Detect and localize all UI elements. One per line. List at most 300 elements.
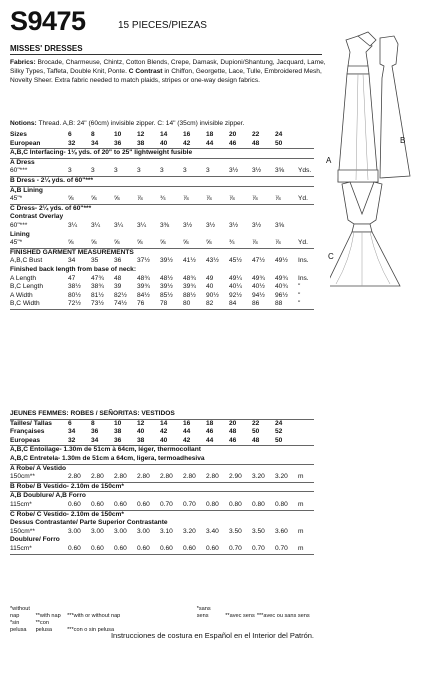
- table-cell: 80: [183, 300, 206, 309]
- table-row-label: C Robe/ C Vestido- 2.10m de 150cm*: [10, 510, 124, 518]
- table-unit: [298, 131, 314, 140]
- table-row: [10, 283, 314, 292]
- table-cell: ⅝: [183, 239, 206, 248]
- table-cell: 82: [206, 300, 229, 309]
- table-cell: 3: [206, 167, 229, 176]
- table-cell: 35: [91, 257, 99, 265]
- footnote: **with nap: [35, 613, 61, 619]
- table-cell: 39¾: [137, 283, 150, 291]
- table-row: [10, 545, 314, 554]
- table-cell: 3½: [183, 221, 193, 229]
- table-row-label: Tailles/ Tallas: [10, 419, 52, 427]
- table-row: [10, 231, 314, 240]
- spanish-yardage-table: [10, 410, 314, 555]
- table-cell: 46: [206, 428, 214, 436]
- table-cell: 46: [229, 437, 252, 446]
- table-cell: 0.70: [229, 545, 252, 554]
- table-row-label: FINISHED GARMENT MEASUREMENTS: [10, 248, 134, 256]
- table-cell: 37½: [137, 257, 150, 265]
- table-cell: ⅝: [68, 239, 91, 248]
- table-cell: 0.60: [137, 501, 160, 510]
- table-cell: 3½: [252, 167, 275, 176]
- table-cell: 0.80: [252, 501, 275, 510]
- table-cell: 48: [252, 140, 275, 149]
- table-unit: Ins.: [298, 274, 309, 282]
- table-cell: ⅝: [68, 195, 91, 204]
- table-cell: 3½: [229, 221, 239, 229]
- table-cell: 3.20: [275, 473, 298, 482]
- table-cell: 88½: [183, 291, 196, 299]
- table-cell: 3.50: [252, 527, 265, 535]
- table-cell: 38¾: [91, 283, 104, 291]
- table-cell: 48: [252, 437, 275, 446]
- table-cell: 2.80: [137, 473, 160, 482]
- table-cell: 81½: [91, 291, 104, 299]
- table-row-label: B Dress - 2¼ yds. of 60"***: [10, 176, 314, 186]
- table-row-label: Doublure/ Forro: [10, 536, 60, 544]
- footnote: ***avec ou sans sens: [256, 613, 310, 619]
- table-cell: 0.60: [114, 545, 137, 554]
- table-row: [10, 419, 314, 428]
- table-row: [10, 149, 314, 159]
- table-cell: 3.00: [68, 527, 81, 535]
- table-cell: 72½: [68, 300, 91, 309]
- table-cell: 52: [275, 428, 283, 436]
- table-cell: ⅝: [114, 195, 137, 204]
- table-row-label: A,B Doublure/ A,B Forro: [10, 492, 86, 500]
- table-row: [10, 300, 314, 309]
- table-cell: 3.00: [91, 527, 104, 535]
- table-cell: 38½: [68, 283, 81, 291]
- notions-label: Notions:: [10, 120, 37, 127]
- table-row: [10, 167, 314, 176]
- table-cell: 3.50: [229, 527, 242, 535]
- table-cell: ⅞: [252, 239, 275, 248]
- table-row-label: B Robe/ B Vestido- 2.10m de 150cm*: [10, 482, 314, 492]
- table-row: [10, 222, 314, 231]
- table-row: [10, 446, 314, 455]
- table-row: [10, 455, 314, 464]
- table-cell: 3⅝: [275, 221, 285, 229]
- table-cell: 3: [68, 167, 91, 176]
- table-unit: [298, 428, 314, 437]
- table-cell: 82½: [114, 291, 127, 299]
- notions-paragraph: [10, 119, 332, 128]
- table-cell: 0.80: [229, 501, 252, 510]
- table-unit: m: [298, 545, 314, 554]
- table-cell: 85½: [160, 291, 173, 299]
- table-cell: 48¾: [183, 274, 196, 282]
- table-cell: 78: [160, 300, 183, 309]
- dress-c-illustration: [330, 180, 420, 290]
- table-row: [10, 428, 314, 437]
- table-cell: 36: [91, 428, 99, 436]
- table-cell: 3.60: [275, 527, 288, 535]
- fabrics-text: Brocade, Charmeuse, Chintz, Cotton Blends, Crepe, Damask, Dupioni/Shantung, Jacquard, Lame, Silky Types, Taffeta, Double Knit, Ponte.: [10, 59, 326, 76]
- table-cell: 39: [114, 283, 122, 291]
- table-cell: 0.80: [275, 501, 298, 510]
- table-cell: 50: [252, 428, 260, 436]
- table-cell: 12: [137, 419, 145, 427]
- table-row: [10, 158, 314, 167]
- table-cell: 40: [137, 428, 145, 436]
- table-cell: 24: [275, 419, 283, 427]
- table-cell: ⅞: [275, 239, 298, 248]
- table-row: [10, 437, 314, 446]
- table-cell: 42: [160, 428, 168, 436]
- table-cell: 40¾: [275, 283, 288, 291]
- table-cell: 36: [114, 437, 137, 446]
- table-unit: [298, 222, 314, 231]
- table-row: [10, 492, 314, 501]
- table-cell: 40: [160, 437, 183, 446]
- table-cell: 18: [206, 419, 214, 427]
- table-cell: 3½: [229, 167, 252, 176]
- table-cell: 0.70: [275, 545, 298, 554]
- table-row-label: Sizes: [10, 131, 27, 138]
- table-row: [10, 195, 314, 204]
- table-cell: 10: [114, 419, 122, 427]
- table-cell: 48: [229, 428, 237, 436]
- table-cell: 12: [137, 131, 145, 138]
- table-cell: 3⅝: [275, 167, 298, 176]
- footnote: *sin pelusa: [10, 620, 27, 633]
- table-cell: 8: [91, 131, 95, 138]
- table-row: [10, 140, 314, 149]
- table-cell: 50: [275, 140, 298, 149]
- table-cell: 3: [114, 167, 137, 176]
- table-cell: 3.40: [206, 527, 219, 535]
- table-row-label: 60"***: [10, 221, 28, 229]
- table-cell: 49: [206, 274, 214, 282]
- table-cell: 84: [229, 300, 252, 309]
- english-yardage-table: [10, 131, 314, 310]
- table-cell: 3½: [206, 221, 216, 229]
- table-cell: 84½: [137, 291, 150, 299]
- footnote: **con pelusa: [35, 620, 53, 633]
- pieces-count: 15 PIECES/PIEZAS: [118, 20, 207, 31]
- table-cell: 3¼: [68, 221, 78, 229]
- table-row: [10, 528, 314, 537]
- table-cell: ⅝: [160, 239, 183, 248]
- table-unit: m: [298, 473, 314, 482]
- footnotes-line-1: [10, 606, 330, 620]
- table-cell: 0.70: [160, 501, 183, 510]
- table-cell: ¾: [229, 239, 252, 248]
- table-row: [10, 266, 314, 275]
- table-row-label: C Dress- 2¼ yds. of 60"***: [10, 204, 92, 212]
- table-cell: 40: [206, 283, 214, 291]
- table-row-label: A,B,C Entretela- 1.30m de 51cm a 64cm, ligera, termoadhesiva: [10, 455, 314, 464]
- table-cell: 22: [252, 419, 260, 427]
- table-cell: 3: [160, 167, 183, 176]
- divider: [10, 54, 322, 55]
- table-cell: ⅝: [91, 195, 114, 204]
- table-row-label: Europeas: [10, 437, 68, 446]
- table-cell: 47: [68, 274, 76, 282]
- table-row-label: A Robe/ A Vestido: [10, 464, 67, 472]
- table-unit: ": [298, 291, 301, 299]
- table-cell: ⅝: [91, 239, 114, 248]
- footnote: ***con o sin pelusa: [67, 627, 115, 633]
- table-row: [10, 176, 314, 186]
- table-cell: 8: [91, 419, 95, 427]
- table-cell: 6: [68, 131, 72, 138]
- table-cell: 39½: [160, 283, 173, 291]
- notions-text: Thread. A,B: 24" (60cm) invisible zipper. C: 14" (35cm) invisible zipper.: [38, 120, 245, 127]
- footnote: *sans sens: [196, 606, 211, 619]
- table-cell: 3½: [252, 221, 262, 229]
- table-cell: 40½: [252, 283, 265, 291]
- table-cell: ⅝: [137, 239, 160, 248]
- table-row-label: 150cm**: [10, 473, 68, 482]
- table-cell: 2.80: [183, 473, 206, 482]
- table-cell: 96½: [275, 291, 288, 299]
- table-row-label: Contrast Overlay: [10, 213, 64, 221]
- footnotes: [10, 606, 330, 634]
- table-row-label: 115cm*: [10, 545, 68, 554]
- table-cell: 39¾: [183, 283, 196, 291]
- table-row: [10, 510, 314, 519]
- table-row-label: A,B,C Bust: [10, 257, 43, 265]
- table-cell: 42: [183, 140, 206, 149]
- table-cell: 32: [68, 437, 91, 446]
- section-title-english: MISSES' DRESSES: [10, 44, 83, 53]
- table-row-label: European: [10, 140, 68, 149]
- table-cell: 20: [229, 131, 237, 138]
- table-row: [10, 239, 314, 248]
- table-row-label: Dessus Contrastante/ Parte Superior Contrastante: [10, 519, 168, 527]
- table-cell: 0.60: [114, 501, 137, 510]
- table-cell: 40: [160, 140, 183, 149]
- table-cell: 92½: [229, 291, 242, 299]
- table-unit: [298, 437, 314, 446]
- table-cell: 42: [183, 437, 206, 446]
- fabrics-paragraph: [10, 58, 332, 86]
- contrast-text: in Chiffon, Georgette, Lace, Tulle, Embroidered Mesh, Novelty Sheer. Extra fabric needed to match plaids, stripes or one-way design fabrics.: [10, 68, 322, 85]
- table-cell: 2.80: [91, 473, 114, 482]
- table-unit: [298, 419, 314, 428]
- table-cell: 3.00: [137, 527, 150, 535]
- table-cell: 47¾: [91, 274, 104, 282]
- table-cell: 0.80: [206, 501, 229, 510]
- table-row-label: A Width: [10, 291, 33, 299]
- table-cell: 48: [114, 274, 122, 282]
- table-cell: 38: [137, 437, 160, 446]
- table-unit: Ins.: [298, 257, 309, 265]
- table-cell: 2.80: [114, 473, 137, 482]
- footnote: ***with or without nap: [67, 613, 121, 619]
- table-cell: 3.20: [183, 527, 196, 535]
- table-cell: 41½: [183, 257, 196, 265]
- table-row-label: A,B Lining: [10, 186, 43, 194]
- table-cell: 0.60: [137, 545, 160, 554]
- table-row-label: 60"***: [10, 167, 68, 176]
- table-cell: 14: [160, 131, 168, 138]
- table-cell: 36: [114, 257, 122, 265]
- table-row: [10, 204, 314, 213]
- table-row: [10, 275, 314, 284]
- table-cell: 34: [91, 140, 114, 149]
- table-cell: 16: [183, 419, 191, 427]
- table-cell: 6: [68, 419, 72, 427]
- table-unit: ": [298, 300, 314, 309]
- table-cell: ⅞: [229, 195, 252, 204]
- table-cell: 3.20: [252, 473, 275, 482]
- table-cell: 48¾: [137, 274, 150, 282]
- table-cell: 0.60: [160, 545, 183, 554]
- contrast-label: C Contrast: [128, 68, 163, 76]
- table-cell: 76: [137, 300, 160, 309]
- table-row: [10, 501, 314, 510]
- table-row-label: A,B,C Entoilage- 1.30m de 51cm à 64cm, léger, thermocollant: [10, 446, 201, 454]
- table-row-label: Françaises: [10, 428, 45, 436]
- table-row: [10, 464, 314, 473]
- table-cell: 24: [275, 131, 283, 138]
- table-cell: 94½: [252, 291, 265, 299]
- table-cell: 0.70: [183, 501, 206, 510]
- table-cell: 3¼: [91, 221, 101, 229]
- table-cell: 50: [275, 437, 298, 446]
- table-cell: 0.60: [91, 501, 114, 510]
- table-cell: 44: [206, 437, 229, 446]
- table-cell: ⅞: [275, 195, 298, 204]
- table-cell: 44: [206, 140, 229, 149]
- table-cell: 34: [68, 428, 76, 436]
- table-cell: 3.10: [160, 527, 173, 535]
- table-cell: 3.00: [114, 527, 127, 535]
- table-cell: 18: [206, 131, 214, 138]
- figure-label-c: C: [328, 252, 334, 261]
- pattern-header: [10, 6, 86, 36]
- footnote: *without nap: [10, 606, 30, 619]
- table-cell: 49¾: [252, 274, 265, 282]
- figure-label-a: A: [326, 156, 332, 165]
- table-cell: ¾: [160, 195, 183, 204]
- table-row: [10, 292, 314, 301]
- table-row: [10, 186, 314, 195]
- table-cell: 74½: [114, 300, 137, 309]
- table-cell: 36: [114, 140, 137, 149]
- table-cell: 88: [275, 300, 298, 309]
- spanish-instructions-note: Instrucciones de costura en Español en el Interior del Patrón.: [110, 631, 315, 640]
- table-cell: 45½: [229, 257, 242, 265]
- table-row-label: A Length: [10, 274, 37, 282]
- table-row-label: JEUNES FEMMES: ROBES / SEÑORITAS: VESTIDOS: [10, 410, 314, 419]
- table-row-label: A Dress: [10, 158, 35, 166]
- table-row-label: 45"*: [10, 239, 68, 248]
- table-cell: 49¾: [275, 274, 288, 282]
- table-cell: 2.80: [68, 473, 91, 482]
- figure-label-b: B: [400, 136, 406, 145]
- table-cell: 3: [91, 167, 114, 176]
- table-cell: 80½: [68, 291, 81, 299]
- table-cell: ⅝: [114, 239, 137, 248]
- table-cell: 0.60: [206, 545, 229, 554]
- table-cell: 2.90: [229, 473, 252, 482]
- table-cell: 32: [68, 140, 91, 149]
- table-cell: 43½: [206, 257, 219, 265]
- table-unit: m: [298, 527, 304, 535]
- table-cell: ⅞: [206, 195, 229, 204]
- table-cell: ⅞: [137, 195, 160, 204]
- fabrics-label: Fabrics:: [10, 59, 36, 66]
- table-cell: 3: [183, 167, 206, 176]
- table-row: [10, 482, 314, 492]
- footnote: **avec sens: [225, 613, 255, 619]
- table-cell: 3⅜: [160, 221, 170, 229]
- table-cell: ⅝: [206, 239, 229, 248]
- table-cell: 49¼: [229, 274, 242, 282]
- table-cell: 47½: [252, 257, 265, 265]
- table-cell: 38: [137, 140, 160, 149]
- table-cell: ⅞: [252, 195, 275, 204]
- table-row-label: 45"*: [10, 195, 68, 204]
- table-cell: ⅞: [183, 195, 206, 204]
- pattern-number: S9475: [10, 6, 86, 36]
- table-cell: 0.60: [91, 545, 114, 554]
- table-unit: [298, 140, 314, 149]
- table-cell: 0.60: [183, 545, 206, 554]
- table-cell: 34: [68, 257, 76, 265]
- table-cell: 3: [137, 167, 160, 176]
- table-row: [10, 519, 314, 528]
- table-cell: 0.70: [252, 545, 275, 554]
- table-cell: 16: [183, 131, 191, 138]
- table-cell: 34: [91, 437, 114, 446]
- table-row-label: 115cm*: [10, 501, 68, 510]
- table-cell: 86: [252, 300, 275, 309]
- table-row-label: B,C Length: [10, 283, 43, 291]
- table-row-label: A,B,C Interfacing- 1⅛ yds. of 20" to 25" lightweight fusible: [10, 149, 314, 159]
- table-cell: 0.60: [68, 545, 91, 554]
- table-cell: 90½: [206, 291, 219, 299]
- table-unit: m: [298, 501, 314, 510]
- table-cell: 39½: [160, 257, 173, 265]
- table-cell: 22: [252, 131, 260, 138]
- table-cell: 3¼: [137, 221, 147, 229]
- table-cell: 73½: [91, 300, 114, 309]
- table-row-label: B,C Width: [10, 300, 68, 309]
- table-cell: 46: [229, 140, 252, 149]
- table-cell: 44: [183, 428, 191, 436]
- table-unit: Yd.: [298, 239, 314, 248]
- table-unit: Yd.: [298, 195, 314, 204]
- table-cell: 40¼: [229, 283, 242, 291]
- table-unit: Yds.: [298, 167, 314, 176]
- table-row-label: Lining: [10, 230, 30, 238]
- table-row: [10, 536, 314, 545]
- table-cell: 2.80: [160, 473, 183, 482]
- table-row: [10, 131, 314, 140]
- table-row: [10, 213, 314, 222]
- table-cell: 10: [114, 131, 122, 138]
- table-cell: 0.60: [68, 501, 91, 510]
- table-cell: 2.80: [206, 473, 229, 482]
- table-cell: 49½: [275, 257, 288, 265]
- table-cell: 14: [160, 419, 168, 427]
- table-cell: 20: [229, 419, 237, 427]
- table-row: [10, 410, 314, 419]
- table-row: [10, 257, 314, 266]
- table-unit: ": [298, 283, 301, 291]
- table-cell: 48½: [160, 274, 173, 282]
- table-row: [10, 248, 314, 257]
- table-row-label: 150cm**: [10, 527, 35, 535]
- table-cell: 38: [114, 428, 122, 436]
- table-cell: 3¼: [114, 221, 124, 229]
- table-row-label: Finished back length from base of neck:: [10, 265, 137, 273]
